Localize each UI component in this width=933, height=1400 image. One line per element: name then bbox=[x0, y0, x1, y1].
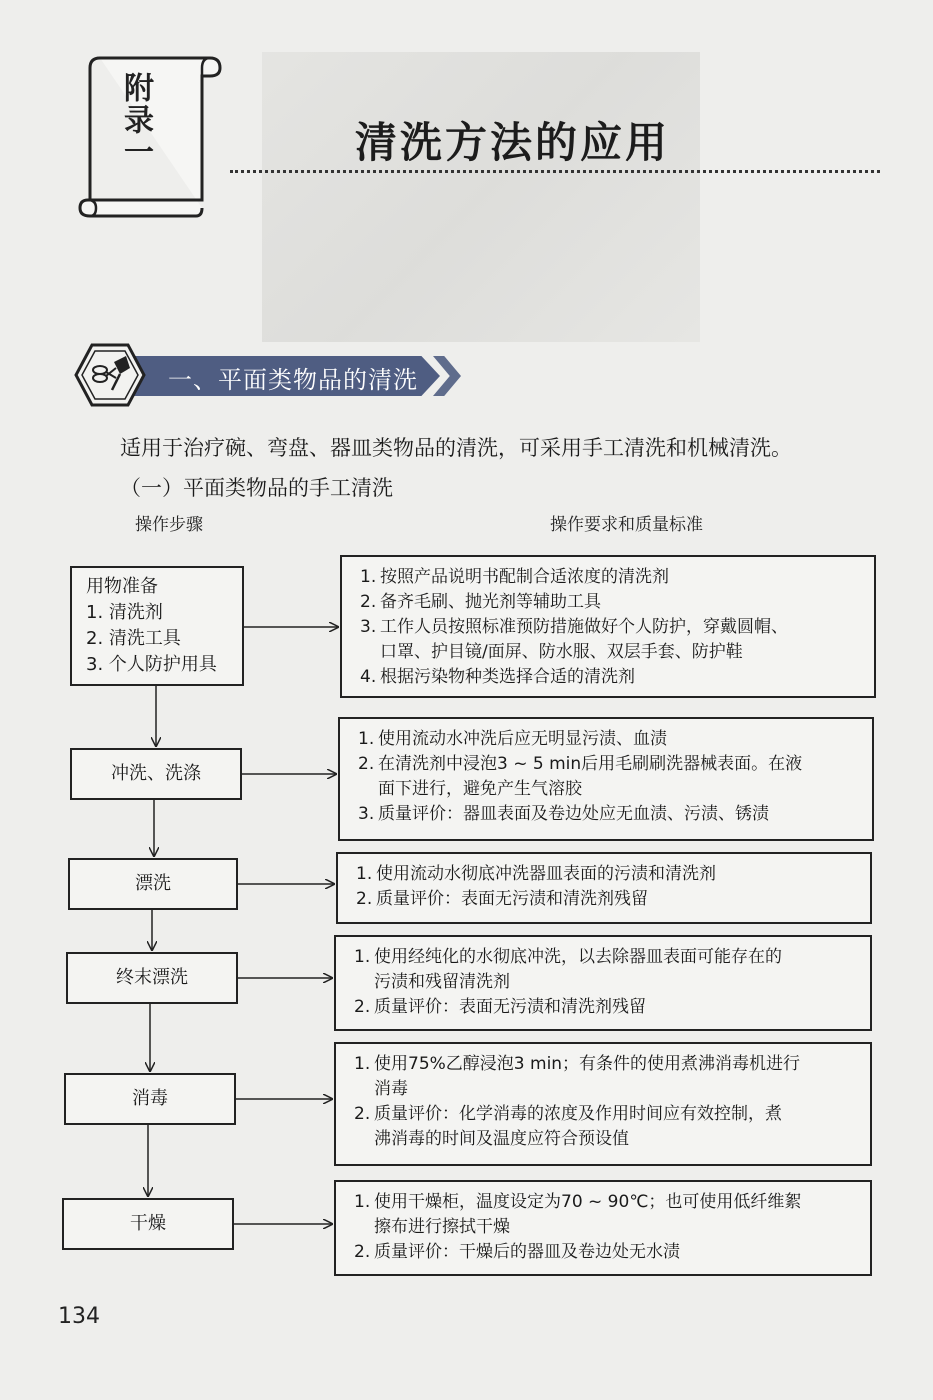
step-line: 终末漂洗 bbox=[116, 967, 188, 988]
appendix-label: 附录一 bbox=[118, 72, 153, 168]
page-number: 134 bbox=[58, 1304, 100, 1329]
page-title: 清洗方法的应用 bbox=[355, 118, 671, 167]
step-line: 消毒 bbox=[132, 1088, 168, 1109]
requirement-item: 1. 使用75%乙醇浸泡3 min；有条件的使用煮沸消毒机进行 消毒 bbox=[354, 1054, 801, 1099]
step-line: 2. 清洗工具 bbox=[86, 628, 181, 649]
requirement-item: 2. 质量评价：干燥后的器皿及卷边处无水渍 bbox=[354, 1242, 680, 1262]
requirement-item: 2. 备齐毛刷、抛光剂等辅助工具 bbox=[360, 592, 601, 612]
step-line: 3. 个人防护用具 bbox=[86, 654, 217, 675]
intro-paragraph: 适用于治疗碗、弯盘、器皿类物品的清洗，可采用手工清洗和机械清洗。 bbox=[120, 436, 792, 460]
requirement-item: 2. 质量评价：表面无污渍和清洗剂残留 bbox=[356, 889, 648, 909]
requirements-column-header: 操作要求和质量标准 bbox=[550, 515, 703, 535]
requirement-item: 2. 质量评价：表面无污渍和清洗剂残留 bbox=[354, 997, 646, 1017]
requirement-item: 1. 使用流动水彻底冲洗器皿表面的污渍和清洗剂 bbox=[356, 864, 716, 884]
step-line: 干燥 bbox=[130, 1213, 166, 1234]
section-title: 一、平面类物品的清洗 bbox=[168, 366, 418, 394]
step-line: 用物准备 bbox=[86, 576, 158, 597]
step-line: 漂洗 bbox=[135, 873, 171, 894]
requirement-item: 1. 使用流动水冲洗后应无明显污渍、血渍 bbox=[358, 729, 667, 749]
steps-column-header: 操作步骤 bbox=[135, 515, 203, 535]
step-line: 1. 清洗剂 bbox=[86, 602, 163, 623]
requirement-item: 1. 使用经纯化的水彻底冲洗，以去除器皿表面可能存在的 污渍和残留清洗剂 bbox=[354, 947, 782, 992]
requirement-item: 2. 在清洗剂中浸泡3 ~ 5 min后用毛刷刷洗器械表面。在液 面下进行，避免产生气溶胶 bbox=[358, 754, 803, 799]
subsection-title: （一）平面类物品的手工清洗 bbox=[120, 476, 393, 500]
requirement-item: 4. 根据污染物种类选择合适的清洗剂 bbox=[360, 667, 635, 687]
step-line: 冲洗、洗涤 bbox=[111, 763, 201, 784]
requirement-item: 3. 工作人员按照标准预防措施做好个人防护，穿戴圆帽、 口罩、护目镜/面屏、防水服、双层手套、防护鞋 bbox=[360, 617, 788, 662]
requirement-item: 2. 质量评价：化学消毒的浓度及作用时间应有效控制，煮 沸消毒的时间及温度应符合预设值 bbox=[354, 1104, 782, 1149]
requirement-item: 1. 按照产品说明书配制合适浓度的清洗剂 bbox=[360, 567, 669, 587]
requirement-item: 1. 使用干燥柜，温度设定为70 ~ 90℃；也可使用低纤维絮 擦布进行擦拭干燥 bbox=[354, 1192, 802, 1237]
requirement-item: 3. 质量评价：器皿表面及卷边处应无血渍、污渍、锈渍 bbox=[358, 804, 769, 824]
